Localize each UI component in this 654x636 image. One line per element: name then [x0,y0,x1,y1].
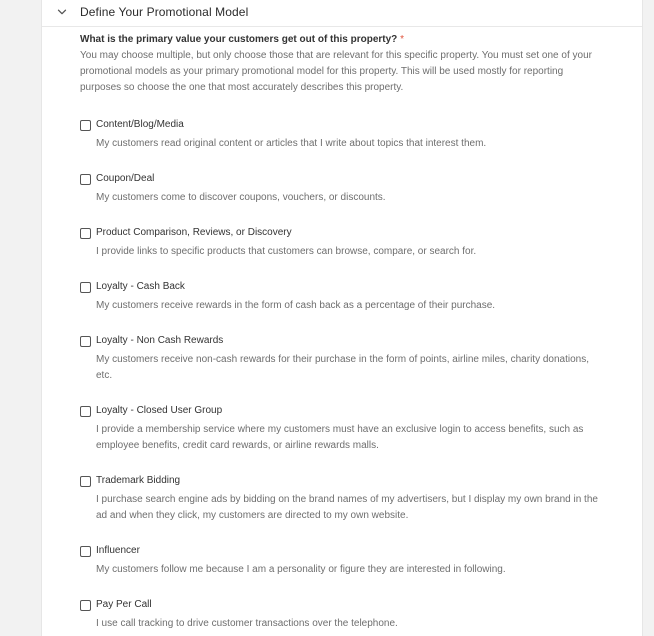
option-description: I provide links to specific products that customers can browse, compare, or search for. [96,246,477,257]
section-header[interactable] [42,0,642,27]
section-title: Define Your Promotional Model [80,5,249,19]
option-description: My customers follow me because I am a personality or figure they are interested in following. [96,564,506,575]
option-description: I use call tracking to drive customer transactions over the telephone. [96,618,398,629]
option-description: I provide a membership service where my customers must have an exclusive login to access benefits, such as employee benefits, credit card rewards, or airline rewards malls. [96,424,584,451]
question-label [80,33,600,47]
checkbox[interactable] [80,120,91,131]
option-label[interactable]: Content/Blog/Media [96,119,184,130]
question-help-text: You may choose multiple, but only choose those that are relevant for this specific property. You must set one of your promotional models as your primary promotional model for this property. This will be used mostly for reporting purposes so choose the one that most accurately describes this property. [80,50,592,93]
option-description: My customers read original content or articles that I write about topics that interest them. [96,138,487,149]
checkbox[interactable] [80,174,91,185]
checkbox[interactable] [80,600,91,611]
chevron-down-icon[interactable] [56,6,68,18]
promotional-model-panel [41,0,643,636]
checkbox[interactable] [80,406,91,417]
option-label[interactable]: Trademark Bidding [96,475,181,486]
option-description: I purchase search engine ads by bidding on the brand names of my advertisers, but I display my own brand in the ad and when they click, my customers are directed to my own website. [96,494,598,521]
checkbox[interactable] [80,282,91,293]
option-label[interactable]: Influencer [96,545,140,556]
checkbox[interactable] [80,476,91,487]
option-label[interactable]: Loyalty - Closed User Group [96,405,223,416]
checkbox[interactable] [80,336,91,347]
option-label[interactable]: Coupon/Deal [96,173,155,184]
option-label[interactable]: Pay Per Call [96,599,152,610]
option-label[interactable]: Loyalty - Non Cash Rewards [96,335,224,346]
checkbox[interactable] [80,228,91,239]
option-label[interactable]: Product Comparison, Reviews, or Discovery [96,227,292,238]
option-description: My customers come to discover coupons, vouchers, or discounts. [96,192,386,203]
question-text: What is the primary value your customers get out of this property? [80,34,398,45]
checkbox[interactable] [80,546,91,557]
option-description: My customers receive non-cash rewards for their purchase in the form of points, airline miles, charity donations, etc. [96,354,589,381]
question-block [80,33,600,96]
option-label[interactable]: Loyalty - Cash Back [96,281,185,292]
option-description: My customers receive rewards in the form of cash back as a percentage of their purchase. [96,300,496,311]
required-mark: * [400,34,404,45]
